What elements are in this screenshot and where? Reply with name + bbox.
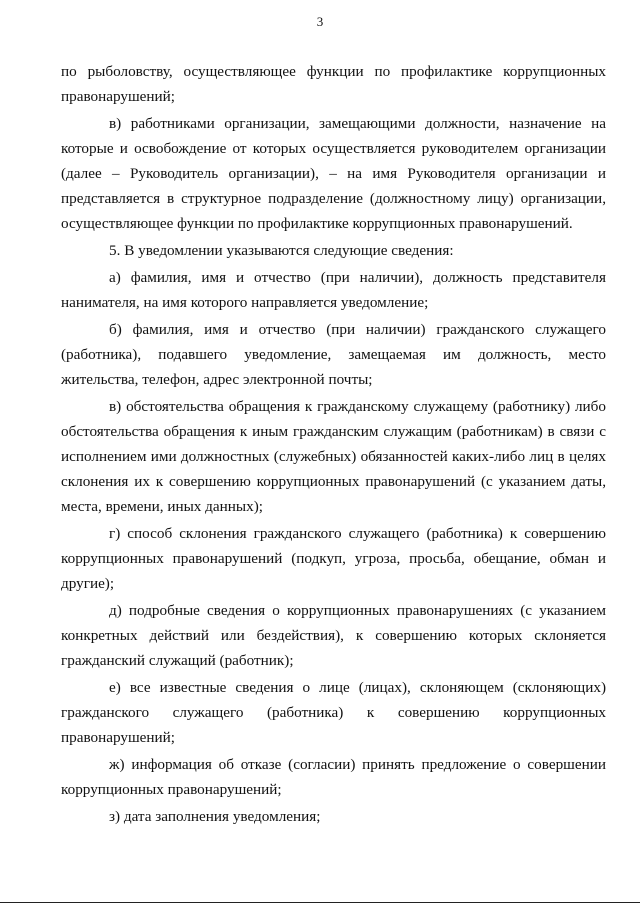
- paragraph-item-d: д) подробные сведения о коррупционных правонарушениях (с указанием конкретных действий или бездействия), к совершению которых склоняется гражданский служащий (работник);: [61, 602, 606, 669]
- page-number: 3: [316, 14, 324, 29]
- paragraph-item-e: е) все известные сведения о лице (лицах), склоняющем (склоняющих) гражданского служащего (работника) к совершению коррупционных правонарушений;: [61, 679, 606, 746]
- paragraph-item-g: г) способ склонения гражданского служащего (работника) к совершению коррупционных правонарушений (подкуп, угроза, просьба, обещание, обман и другие);: [61, 525, 606, 592]
- paragraph-item-v-workers: в) работниками организации, замещающими должности, назначение на которые и освобождение от которых осуществляется руководителем организации (далее – Руководитель организации), – на имя Руководителя организации и представляется в структурное подразделение (должностному лицу) организации, осуществляющее функции по профилактике коррупционных правонарушений.: [61, 115, 606, 232]
- paragraph-continuation: по рыболовству, осуществляющее функции по профилактике коррупционных правонарушений;: [61, 63, 606, 105]
- paragraph-item-v-circumstances: в) обстоятельства обращения к гражданскому служащему (работнику) либо обстоятельства обращения к иным гражданским служащим (работникам) в связи с исполнением ими должностных (служебных) обязанностей каких-либо лиц в целях склонения их к совершению коррупционных правонарушений (с указанием даты, места, времени, иных данных);: [61, 398, 606, 515]
- paragraph-item-a: а) фамилия, имя и отчество (при наличии), должность представителя нанимателя, на имя которого направляется уведомление;: [61, 269, 606, 311]
- document-body: [61, 59, 606, 829]
- paragraph-item-zh: ж) информация об отказе (согласии) принять предложение о совершении коррупционных правонарушений;: [61, 756, 606, 798]
- scan-edge-line: [0, 902, 640, 903]
- paragraph-item-z: з) дата заполнения уведомления;: [109, 808, 321, 825]
- paragraph-item-b: б) фамилия, имя и отчество (при наличии) гражданского служащего (работника), подавшего уведомление, замещаемая им должность, место жительства, телефон, адрес электронной почты;: [61, 321, 606, 388]
- paragraph-clause-5: 5. В уведомлении указываются следующие сведения:: [109, 242, 454, 259]
